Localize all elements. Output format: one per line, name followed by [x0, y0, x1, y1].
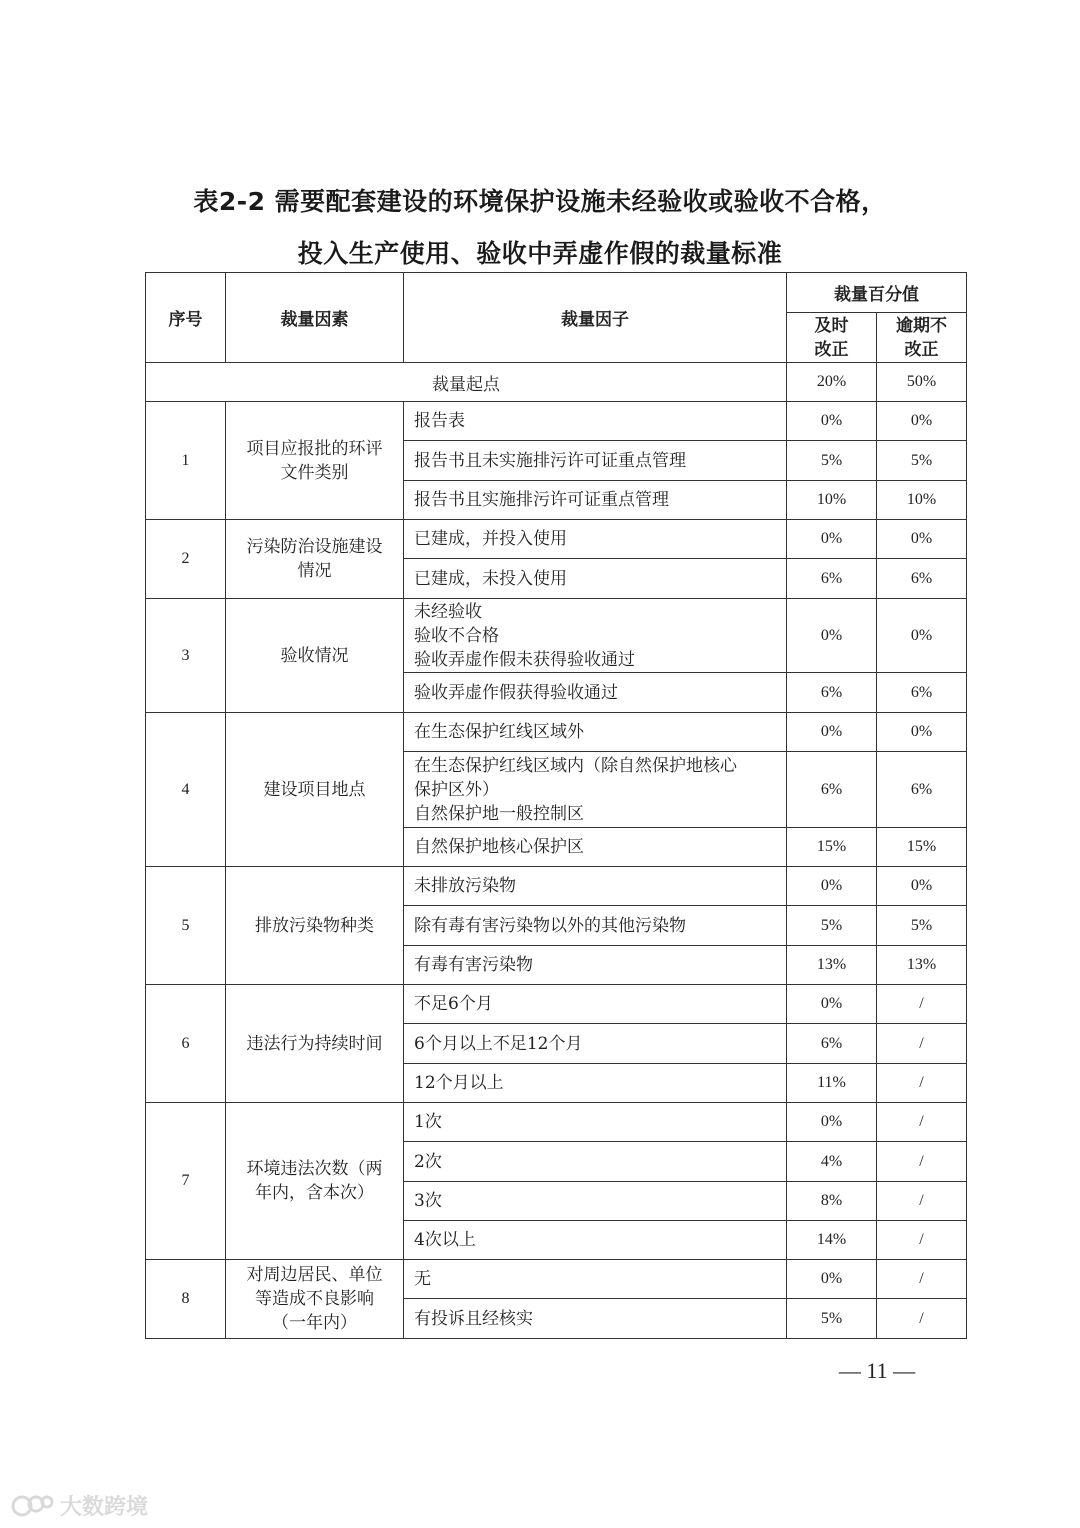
timely-value: 6%: [787, 673, 877, 713]
element-cell: [404, 713, 787, 752]
overdue-value: /: [877, 1064, 967, 1103]
header-index: 序号: [146, 273, 226, 363]
header-overdue-line1: 逾期不: [896, 315, 947, 336]
element-cell: [404, 1103, 787, 1142]
element-line: 不足6个月: [414, 994, 493, 1014]
group-index: 6: [146, 985, 226, 1103]
overdue-value: 5%: [877, 906, 967, 946]
group-index: 2: [146, 520, 226, 599]
group-factor: [226, 520, 404, 599]
timely-value: 8%: [787, 1182, 877, 1221]
group-factor: [226, 985, 404, 1103]
overdue-value: 6%: [877, 752, 967, 828]
overdue-value: /: [877, 1142, 967, 1182]
group-index: 3: [146, 599, 226, 713]
element-line: 在生态保护红线区域外: [414, 722, 584, 742]
watermark-logo-icon: [10, 1493, 54, 1519]
group-index: 1: [146, 402, 226, 520]
discretion-table: [145, 272, 967, 1339]
element-cell: [404, 1142, 787, 1182]
overdue-value: /: [877, 1299, 967, 1339]
element-line: 保护区外）: [414, 779, 499, 800]
element-cell: [404, 402, 787, 441]
overdue-value: /: [877, 985, 967, 1024]
element-line: 验收不合格: [414, 625, 499, 646]
overdue-value: 0%: [877, 520, 967, 559]
header-timely: [787, 313, 877, 363]
timely-value: 5%: [787, 906, 877, 946]
timely-value: 0%: [787, 1103, 877, 1142]
element-line: 未排放污染物: [414, 876, 516, 896]
element-line: 有投诉且经核实: [414, 1308, 533, 1329]
overdue-value: 5%: [877, 441, 967, 481]
element-cell: [404, 481, 787, 520]
overdue-value: /: [877, 1260, 967, 1299]
factor-line: 情况: [297, 561, 332, 581]
factor-line: 年内，含本次）: [255, 1183, 374, 1203]
header-overdue: [877, 313, 967, 363]
group-index: 7: [146, 1103, 226, 1260]
header-timely-line1: 及时: [814, 315, 849, 336]
table-row: [146, 599, 967, 673]
timely-value: 0%: [787, 599, 877, 673]
element-line: 无: [414, 1269, 431, 1289]
element-line: 4次以上: [414, 1230, 476, 1250]
element-cell: [404, 985, 787, 1024]
element-line: 有毒有害污染物: [414, 955, 533, 975]
element-cell: [404, 828, 787, 867]
overdue-value: /: [877, 1221, 967, 1260]
element-cell: [404, 441, 787, 481]
timely-value: 0%: [787, 1260, 877, 1299]
factor-line: 等造成不良影响: [255, 1289, 374, 1309]
table-row: [146, 1260, 967, 1299]
table-row: [146, 867, 967, 906]
timely-value: 0%: [787, 713, 877, 752]
table-row: [146, 1103, 967, 1142]
timely-value: 0%: [787, 520, 877, 559]
table-title-line1: 表2-2 需要配套建设的环境保护设施未经验收或验收不合格，: [193, 187, 887, 216]
header-overdue-line2: 改正: [904, 339, 939, 360]
header-percent: 裁量百分值: [787, 273, 967, 313]
group-index: 5: [146, 867, 226, 985]
element-line: 自然保护地一般控制区: [414, 803, 584, 824]
timely-value: 11%: [787, 1064, 877, 1103]
table-title-line2: 投入生产使用、验收中弄虚作假的裁量标准: [297, 239, 783, 268]
element-line: 未经验收: [414, 601, 482, 622]
element-cell: [404, 1221, 787, 1260]
timely-value: 0%: [787, 402, 877, 441]
overdue-value: 15%: [877, 828, 967, 867]
group-factor: [226, 599, 404, 713]
table-row: [146, 402, 967, 441]
watermark-text: 大数跨境: [60, 1495, 149, 1520]
start-timely: 20%: [787, 363, 877, 402]
header-element: 裁量因子: [404, 273, 787, 363]
factor-line: 污染防治设施建设: [246, 537, 383, 557]
factor-line: （一年内）: [272, 1313, 357, 1333]
element-line: 报告表: [414, 411, 465, 431]
timely-value: 5%: [787, 1299, 877, 1339]
element-cell: [404, 1024, 787, 1064]
element-line: 6个月以上不足12个月: [414, 1033, 583, 1054]
overdue-value: 0%: [877, 867, 967, 906]
element-cell: [404, 867, 787, 906]
table-row: [146, 713, 967, 752]
timely-value: 13%: [787, 946, 877, 985]
start-row: [146, 363, 967, 402]
factor-line: 违法行为持续时间: [246, 1033, 383, 1054]
element-line: 自然保护地核心保护区: [414, 837, 584, 857]
element-line: 12个月以上: [414, 1073, 504, 1093]
group-index: 4: [146, 713, 226, 867]
element-line: 1次: [414, 1112, 442, 1132]
element-cell: [404, 1260, 787, 1299]
timely-value: 6%: [787, 752, 877, 828]
element-cell: [404, 520, 787, 559]
factor-line: 验收情况: [280, 645, 349, 666]
table-row: [146, 985, 967, 1024]
overdue-value: /: [877, 1182, 967, 1221]
overdue-value: 6%: [877, 559, 967, 599]
element-cell: [404, 1064, 787, 1103]
element-line: 除有毒有害污染物以外的其他污染物: [414, 915, 686, 936]
element-cell: [404, 752, 787, 828]
overdue-value: 13%: [877, 946, 967, 985]
factor-line: 对周边居民、单位: [246, 1265, 383, 1285]
table-row: [146, 520, 967, 559]
element-cell: [404, 559, 787, 599]
header-factor: 裁量因素: [226, 273, 404, 363]
timely-value: 4%: [787, 1142, 877, 1182]
timely-value: 6%: [787, 559, 877, 599]
watermark: [10, 1490, 148, 1521]
element-line: 验收弄虚作假未获得验收通过: [414, 649, 635, 670]
timely-value: 0%: [787, 867, 877, 906]
element-cell: [404, 906, 787, 946]
timely-value: 6%: [787, 1024, 877, 1064]
group-index: 8: [146, 1260, 226, 1339]
element-line: 报告书且实施排污许可证重点管理: [414, 490, 669, 510]
element-line: 验收弄虚作假获得验收通过: [414, 682, 618, 703]
group-factor: [226, 867, 404, 985]
group-factor: [226, 1103, 404, 1260]
element-cell: [404, 946, 787, 985]
element-line: 报告书且未实施排污许可证重点管理: [414, 450, 686, 471]
factor-line: 环境违法次数（两: [246, 1159, 383, 1179]
header-timely-line2: 改正: [814, 339, 849, 360]
timely-value: 0%: [787, 985, 877, 1024]
element-line: 3次: [414, 1191, 442, 1211]
page-number: — 11 —: [838, 1358, 916, 1383]
timely-value: 15%: [787, 828, 877, 867]
factor-line: 项目应报批的环评: [246, 438, 383, 459]
factor-line: 排放污染物种类: [255, 915, 374, 936]
element-cell: [404, 599, 787, 673]
overdue-value: 0%: [877, 599, 967, 673]
group-factor: [226, 1260, 404, 1339]
overdue-value: 10%: [877, 481, 967, 520]
element-line: 已建成，未投入使用: [414, 568, 567, 589]
group-factor: [226, 713, 404, 867]
overdue-value: 0%: [877, 713, 967, 752]
element-cell: [404, 1182, 787, 1221]
factor-line: 建设项目地点: [263, 779, 366, 800]
group-factor: [226, 402, 404, 520]
timely-value: 5%: [787, 441, 877, 481]
element-cell: [404, 1299, 787, 1339]
overdue-value: 6%: [877, 673, 967, 713]
factor-line: 文件类别: [280, 462, 349, 483]
element-cell: [404, 673, 787, 713]
element-line: 在生态保护红线区域内（除自然保护地核心: [414, 755, 737, 776]
element-line: 已建成，并投入使用: [414, 529, 567, 549]
overdue-value: 0%: [877, 402, 967, 441]
timely-value: 10%: [787, 481, 877, 520]
timely-value: 14%: [787, 1221, 877, 1260]
start-label: 裁量起点: [146, 363, 787, 402]
overdue-value: /: [877, 1103, 967, 1142]
element-line: 2次: [414, 1151, 442, 1172]
overdue-value: /: [877, 1024, 967, 1064]
start-overdue: 50%: [877, 363, 967, 402]
